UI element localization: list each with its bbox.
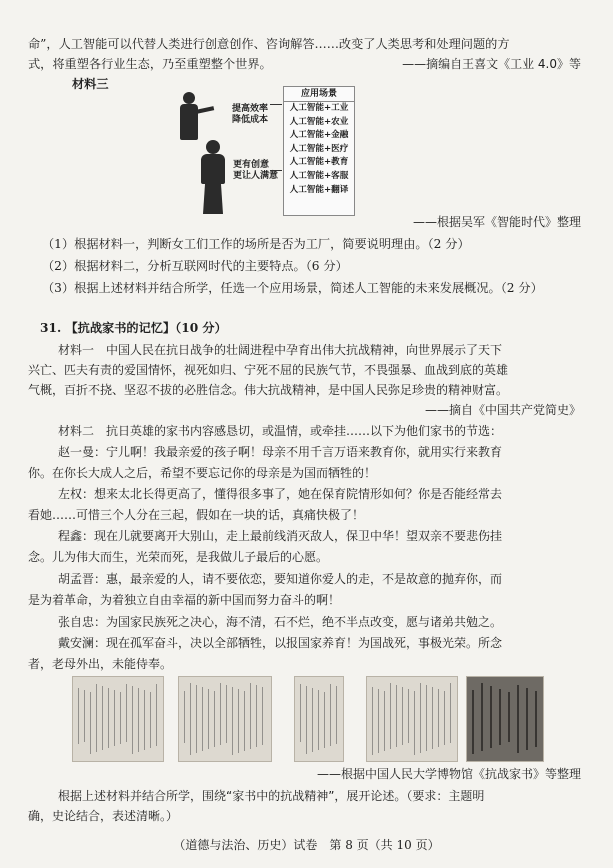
material-1-line: 气概，百折不挠、坚忍不拔的必胜信念。伟大抗战精神，是中国人民弥足珍贵的精神财富。 <box>28 383 509 397</box>
source-citation: ——摘编自王喜文《工业 4.0》等 <box>402 57 581 71</box>
handwriting-stroke <box>202 687 203 751</box>
handwriting-stroke <box>132 686 133 754</box>
handwriting-stroke <box>414 691 415 755</box>
handwriting-stroke <box>330 684 331 746</box>
handwriting-stroke <box>196 685 197 753</box>
handwriting-stroke <box>108 688 109 748</box>
handwriting-stroke <box>472 690 474 754</box>
material-1-line: 兴亡、匹夫有责的爱国情怀，视死如归、宁死不屈的民族气节，不畏强暴、血战到底的英雄 <box>28 363 509 377</box>
handwriting-stroke <box>306 686 307 754</box>
handwriting-stroke <box>102 686 103 750</box>
handwriting-stroke <box>490 686 492 748</box>
pointing-arm-icon <box>196 106 214 114</box>
handwriting-stroke <box>150 692 151 748</box>
handwriting-stroke <box>312 688 313 752</box>
scene-item: 人工智能+客服 <box>289 170 349 181</box>
letter-line: 程鑫：现在儿就要离开大别山，走上最前线消灭敌人，保卫中华！望双亲不要悲伤挂 <box>58 529 503 543</box>
handwriting-stroke <box>438 689 439 747</box>
handwriting-stroke <box>378 689 379 753</box>
handwriting-stroke <box>126 684 127 742</box>
task-line: 确，史论结合，表述清晰。） <box>28 809 179 823</box>
letter-line: 左权：想来太北长得更高了，懂得很多事了，她在保育院情形如何？你是否能经常去 <box>58 487 503 501</box>
handwriting-stroke <box>256 685 257 747</box>
handwriting-stroke <box>232 687 233 755</box>
letter-line: 戴安澜：现在孤军奋斗，决以全部牺牲，以报国家养育！为国战死，事极光荣。所念 <box>58 636 503 650</box>
handwriting-stroke <box>226 685 227 743</box>
handwriting-stroke <box>372 687 373 755</box>
material-label: 材料三 <box>72 77 109 91</box>
letter-photo-1 <box>72 676 164 762</box>
handwriting-stroke <box>90 692 91 754</box>
question-31-heading: 31. 【抗战家书的记忆】（10 分） <box>40 321 227 335</box>
scenes-title: 应用场景 <box>284 87 354 102</box>
source-citation: ——根据中国人民大学博物馆《抗战家书》等整理 <box>316 767 581 781</box>
letter-line: 念。儿为伟大而生，光荣而死，是我做儿子最后的心愿。 <box>28 550 329 564</box>
arrow-line <box>270 104 282 105</box>
handwriting-stroke <box>190 683 191 755</box>
handwriting-stroke <box>517 685 519 753</box>
scene-item: 人工智能+翻译 <box>289 184 349 195</box>
letter-line: 你。在你长大成人之后，希望不要忘记你的母亲是为国而牺牲的！ <box>28 466 377 480</box>
handwriting-stroke <box>450 683 451 743</box>
letter-photo-2 <box>178 676 272 762</box>
handwriting-stroke <box>324 692 325 748</box>
material-text-line: 式，将重塑各行业生态，乃至重塑整个世界。 <box>28 57 272 71</box>
handwriting-stroke <box>508 692 510 742</box>
letter-photo-3 <box>294 676 344 762</box>
source-citation: ——根据吴军《智能时代》整理 <box>412 215 581 229</box>
handwriting-stroke <box>396 685 397 747</box>
handwriting-stroke <box>156 684 157 746</box>
handwriting-stroke <box>96 684 97 752</box>
question-30-1: （1）根据材料一，判断女工们工作的场所是否为工厂，简要说明理由。（2 分） <box>42 237 470 251</box>
material-text-line: 命”，人工智能可以代替人类进行创意创作、咨询解答……改变了人类思考和处理问题的方 <box>28 37 510 51</box>
handwriting-stroke <box>390 683 391 749</box>
handwriting-stroke <box>138 688 139 752</box>
source-citation: ——摘自《中国共产党简史》 <box>424 403 581 417</box>
application-scenes-box <box>283 86 355 216</box>
letter-photo-4 <box>366 676 458 762</box>
handwriting-stroke <box>220 683 221 745</box>
creativity-caption: 更有创意 更让人满意 <box>233 160 279 181</box>
handwriting-stroke <box>114 690 115 746</box>
handwriting-stroke <box>244 691 245 751</box>
arrow-line <box>270 170 282 171</box>
letter-line: 看她……可惜三个人分在三起，假如在一块的话，真痛快极了！ <box>28 508 365 522</box>
scene-item: 人工智能+教育 <box>289 157 349 168</box>
handwriting-stroke <box>384 691 385 751</box>
material-1-line: 材料一 中国人民在抗日战争的壮阔进程中孕育出伟大抗战精神，向世界展示了天下 <box>58 343 503 357</box>
task-line: 根据上述材料并结合所学，围绕“家书中的抗战精神”，展开论述。（要求：主题明 <box>58 789 485 803</box>
letter-line: 是为着革命，为着独立自由幸福的新中国而努力奋斗的啊！ <box>28 593 341 607</box>
scene-item: 人工智能+农业 <box>289 116 349 127</box>
letter-line: 张自忠：为国家民族死之决心，海不清，石不烂，绝不半点改变，愿与诸弟共勉之。 <box>58 615 503 629</box>
handwriting-stroke <box>184 691 185 743</box>
handwriting-stroke <box>214 691 215 747</box>
handwriting-stroke <box>432 687 433 749</box>
handwriting-stroke <box>238 689 239 753</box>
handwriting-stroke <box>526 688 528 750</box>
handwriting-stroke <box>120 692 121 744</box>
man-figure-icon <box>183 92 195 104</box>
scene-item: 人工智能+金融 <box>289 130 349 141</box>
scene-item: 人工智能+医疗 <box>289 143 349 154</box>
handwriting-stroke <box>250 683 251 749</box>
handwriting-stroke <box>426 685 427 751</box>
handwriting-stroke <box>499 689 501 745</box>
handwriting-stroke <box>300 684 301 742</box>
woman-body-icon <box>201 154 225 184</box>
handwriting-stroke <box>535 691 537 747</box>
handwriting-stroke <box>420 683 421 753</box>
handwriting-stroke <box>481 683 483 751</box>
handwriting-stroke <box>144 690 145 750</box>
handwriting-stroke <box>262 687 263 745</box>
letter-line: 赵一曼：宁儿啊！我最亲爱的孩子啊！母亲不用千言万语来教育你，就用实行来教育 <box>58 445 503 459</box>
efficiency-caption: 提高效率 降低成本 <box>232 104 269 125</box>
letter-line: 者，老母外出，未能侍奉。 <box>28 657 173 671</box>
woman-figure-icon <box>206 140 220 154</box>
handwriting-stroke <box>208 689 209 749</box>
woman-skirt-icon <box>203 184 223 214</box>
scene-item: 人工智能+工业 <box>289 103 349 113</box>
handwriting-stroke <box>318 690 319 750</box>
handwriting-stroke <box>408 689 409 743</box>
handwriting-stroke <box>336 686 337 744</box>
handwriting-stroke <box>78 688 79 744</box>
page-footer: （道德与法治、历史）试卷 第 8 页（共 10 页） <box>173 838 440 852</box>
material-2-intro: 材料二 抗日英雄的家书内容感恳切，或温情，或牵挂……以下为他们家书的节选： <box>58 424 503 438</box>
letter-line: 胡孟晋：惠，最亲爱的人，请不要依恋，要知道你爱人的走，不是故意的抛弃你，而 <box>58 572 503 586</box>
handwriting-stroke <box>444 691 445 745</box>
letter-photo-5 <box>466 676 544 762</box>
handwriting-stroke <box>402 687 403 745</box>
question-30-3: （3）根据上述材料并结合所学，任选一个应用场景，简述人工智能的未来发展概况。（2 分） <box>42 281 543 295</box>
question-30-2: （2）根据材料二，分析互联网时代的主要特点。（6 分） <box>42 259 348 273</box>
handwriting-stroke <box>84 690 85 742</box>
